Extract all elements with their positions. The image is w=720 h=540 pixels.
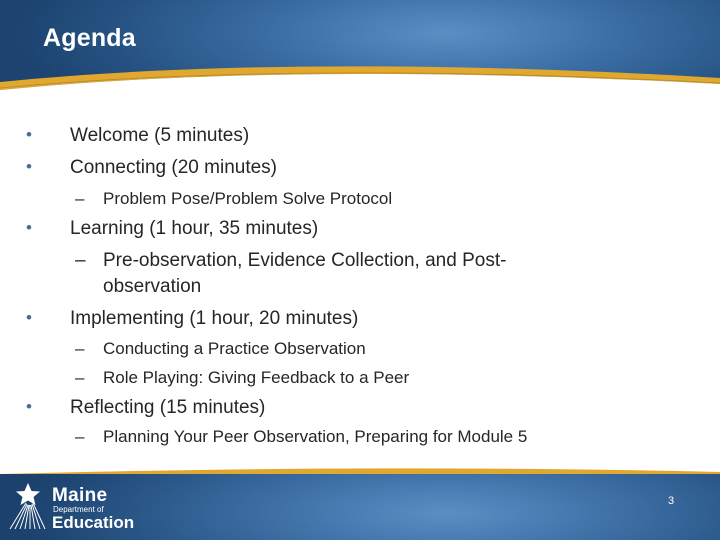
agenda-item-text: Reflecting (15 minutes) <box>70 397 266 418</box>
bullet-icon: • <box>26 157 32 176</box>
dash-icon: – <box>75 250 86 271</box>
agenda-subitem-text: Role Playing: Giving Feedback to a Peer <box>103 368 410 387</box>
bullet-icon: • <box>26 218 32 237</box>
agenda-subitem-practice <box>75 339 366 359</box>
agenda-item-text: Connecting (20 minutes) <box>70 157 277 178</box>
agenda-subitem-observation <box>75 250 507 272</box>
agenda-subitem-observation-cont <box>103 276 201 298</box>
dash-icon: – <box>75 189 85 208</box>
agenda-item-reflecting <box>26 397 266 419</box>
logo-department: Department of <box>53 505 104 514</box>
agenda-item-text: Welcome (5 minutes) <box>70 125 250 146</box>
bullet-icon: • <box>26 397 32 416</box>
bullet-icon: • <box>26 125 32 144</box>
agenda-item-text: Learning (1 hour, 35 minutes) <box>70 218 319 239</box>
agenda-subitem-protocol <box>75 189 393 209</box>
agenda-subitem-text: Conducting a Practice Observation <box>103 339 366 358</box>
dash-icon: – <box>75 427 85 446</box>
bullet-icon: • <box>26 308 32 327</box>
agenda-subitem-text: Problem Pose/Problem Solve Protocol <box>103 189 393 208</box>
page-number: 3 <box>668 495 675 507</box>
logo-maine: Maine <box>52 485 108 506</box>
agenda-subitem-planning <box>75 427 528 447</box>
agenda-item-connecting <box>26 157 277 179</box>
slide-title: Agenda <box>43 24 136 52</box>
agenda-item-learning <box>26 218 319 240</box>
agenda-subitem-text: Pre-observation, Evidence Collection, and Post- <box>103 250 507 271</box>
logo-education: Education <box>52 513 135 532</box>
agenda-subitem-roleplay <box>75 368 410 388</box>
dash-icon: – <box>75 368 85 387</box>
agenda-subitem-text: observation <box>103 276 202 297</box>
dash-icon: – <box>75 339 85 358</box>
agenda-subitem-text: Planning Your Peer Observation, Preparing for Module 5 <box>103 427 528 446</box>
agenda-item-implementing <box>26 308 359 330</box>
agenda-item-text: Implementing (1 hour, 20 minutes) <box>70 308 359 329</box>
agenda-item-welcome <box>26 125 250 147</box>
star-lines-icon <box>8 483 48 529</box>
